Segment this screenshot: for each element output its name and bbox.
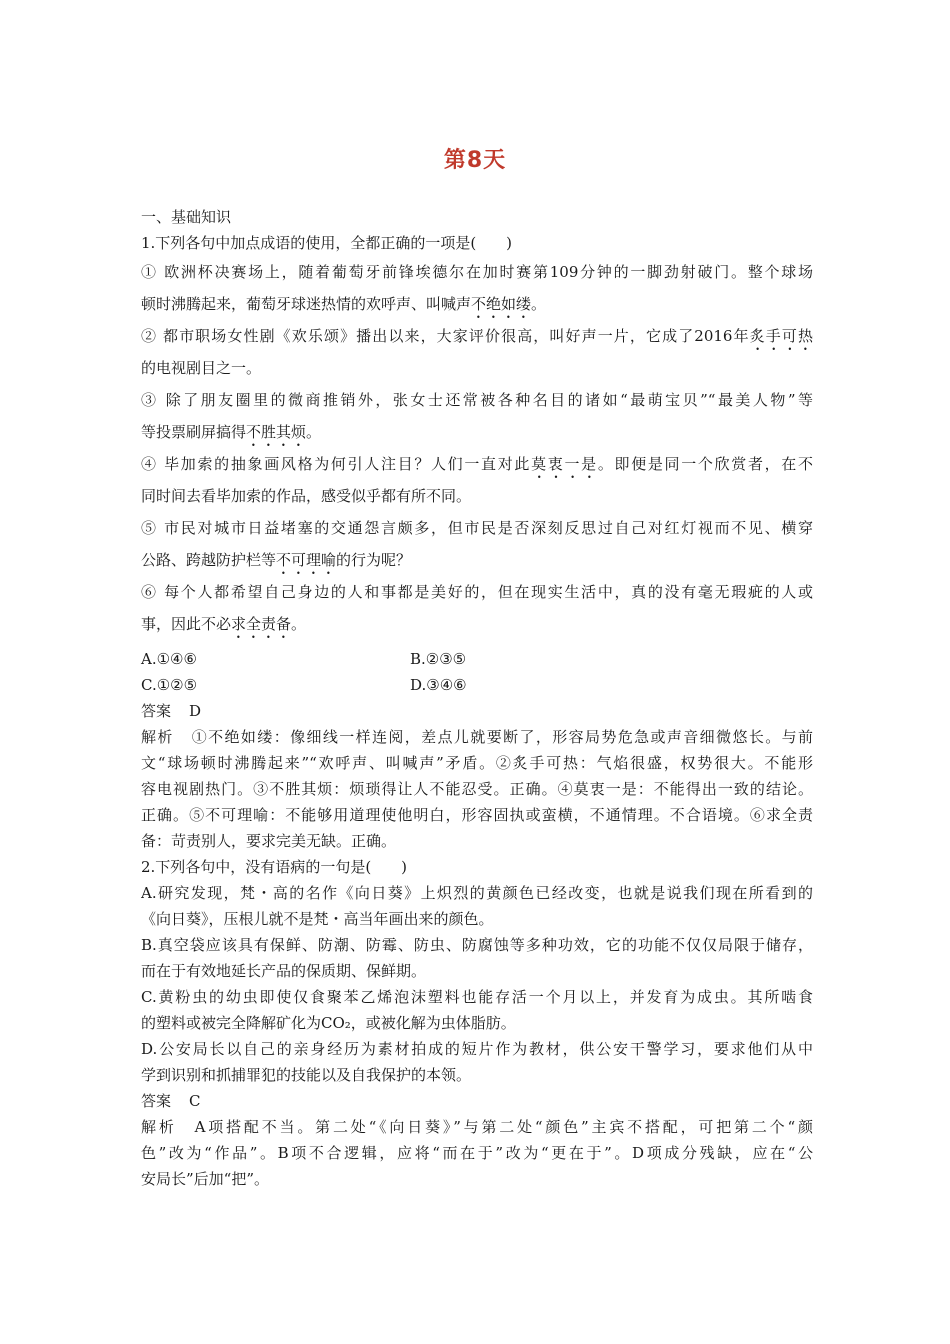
- q1-sentence-4-line-1: ④ 毕加索的抽象画风格为何引人注目？人们一直对此莫衷一是。即便是同一个欣赏者，在不: [141, 455, 813, 473]
- q1-option-c: C.①②⑤: [141, 676, 198, 694]
- q1-sentence-6-line-2: 事，因此不必求全责备。: [141, 615, 307, 633]
- q1-option-a: A.①④⑥: [141, 650, 197, 668]
- q1-analysis-line-4: 正确。⑤不可理喻：不能够用道理使他明白，形容固执或蛮横，不通情理。不合语境。⑥求全责: [141, 806, 813, 824]
- q1-sentence-5-line-2: 公路、跨越防护栏等不可理喻的行为呢？: [141, 551, 412, 569]
- dotted-idiom: 莫衷一是: [531, 455, 598, 473]
- q1-answer: 答案 D: [141, 702, 202, 720]
- q2-analysis-line-1: 解析 A项搭配不当。第二处“《向日葵》”与第二处“颜色”主宾不搭配，可把第二个“颜: [141, 1118, 813, 1136]
- page-title: 第8天: [443, 148, 507, 173]
- q2-option-a-line-1: A.研究发现，梵・高的名作《向日葵》上炽烈的黄颜色已经改变，也就是说我们现在所看到的: [141, 884, 813, 902]
- q2-option-c-line-2: 的塑料或被完全降解矿化为CO₂，或被化解为虫体脂肪。: [141, 1014, 516, 1032]
- q2-analysis-line-3: 安局长”后加“把”。: [141, 1170, 270, 1188]
- q2-option-a-line-2: 《向日葵》，压根儿就不是梵・高当年画出来的颜色。: [141, 910, 494, 928]
- q1-sentence-1-line-2: 顿时沸腾起来，葡萄牙球迷热情的欢呼声、叫喊声不绝如缕。: [141, 295, 547, 313]
- q1-sentence-1-line-1: ① 欧洲杯决赛场上，随着葡萄牙前锋埃德尔在加时赛第109分钟的一脚劲射破门。整个球场: [141, 263, 813, 281]
- q1-sentence-3-line-1: ③ 除了朋友圈里的微商推销外，张女士还常被各种名目的诸如“最萌宝贝”“最美人物”等: [141, 391, 813, 409]
- dotted-idiom: 不绝如缕: [471, 295, 532, 313]
- q1-sentence-2-line-2: 的电视剧目之一。: [141, 359, 262, 377]
- dotted-idiom: 炙手可热: [749, 327, 813, 345]
- q1-analysis-line-1: 解析 ①不绝如缕：像细线一样连阅，差点儿就要断了，形容局势危急或声音细微悠长。与前: [141, 728, 813, 746]
- q1-sentence-3-line-2: 等投票刷屏搞得不胜其烦。: [141, 423, 322, 441]
- q2-option-b-line-1: B.真空袋应该具有保鲜、防潮、防霉、防虫、防腐蚀等多种功效，它的功能不仅仅局限于储存，: [141, 936, 813, 954]
- q2-option-d-line-1: D.公安局长以自己的亲身经历为素材拍成的短片作为教材，供公安干警学习，要求他们从中: [141, 1040, 813, 1058]
- q1-sentence-4-line-2: 同时间去看毕加索的作品，感受似乎都有所不同。: [141, 487, 472, 505]
- dotted-idiom: 不胜其烦: [246, 423, 307, 441]
- q1-option-d: D.③④⑥: [410, 676, 467, 694]
- q1-sentence-5-line-1: ⑤ 市民对城市日益堵塞的交通怨言颇多，但市民是否深刻反思过自己对红灯视而不见、横穿: [141, 519, 813, 537]
- question-1-stem: 1.下列各句中加点成语的使用，全都正确的一项是( ): [141, 234, 513, 252]
- q2-option-c-line-1: C.黄粉虫的幼虫即使仅食聚苯乙烯泡沫塑料也能存活一个月以上，并发育为成虫。其所啮食: [141, 988, 813, 1006]
- q1-sentence-6-line-1: ⑥ 每个人都希望自己身边的人和事都是美好的，但在现实生活中，真的没有毫无瑕疵的人或: [141, 583, 813, 601]
- dotted-idiom: 求全责备: [231, 615, 292, 633]
- q2-option-d-line-2: 学到识别和抓捕罪犯的技能以及自我保护的本领。: [141, 1066, 472, 1084]
- section-heading: 一、基础知识: [141, 208, 232, 226]
- q1-sentence-2-line-1: ② 都市职场女性剧《欢乐颂》播出以来，大家评价很高，叫好声一片，它成了2016年炙手可热: [141, 327, 813, 345]
- q2-analysis-line-2: 色”改为“作品”。B项不合逻辑，应将“而在于”改为“更在于”。D项成分残缺，应在“公: [141, 1144, 813, 1162]
- document-body: [141, 204, 813, 1192]
- q1-analysis-line-2: 文“球场顿时沸腾起来”“欢呼声、叫喊声”矛盾。②炙手可热：气焰很盛，权势很大。不能形: [141, 754, 813, 772]
- q1-analysis-line-3: 容电视剧热门。③不胜其烦：烦琐得让人不能忍受。正确。④莫衷一是：不能得出一致的结论。: [141, 780, 813, 798]
- q1-options-row-1: [141, 646, 813, 672]
- question-2-stem: 2.下列各句中，没有语病的一句是( ): [141, 858, 408, 876]
- q1-analysis-line-5: 备：苛责别人，要求完美无缺。正确。: [141, 832, 397, 850]
- q2-option-b-line-2: 而在于有效地延长产品的保质期、保鲜期。: [141, 962, 427, 980]
- dotted-idiom: 不可理喻: [276, 551, 337, 569]
- q2-answer: 答案 C: [141, 1092, 201, 1110]
- q1-option-b: B.②③⑤: [410, 650, 467, 668]
- q1-options-row-2: [141, 672, 813, 698]
